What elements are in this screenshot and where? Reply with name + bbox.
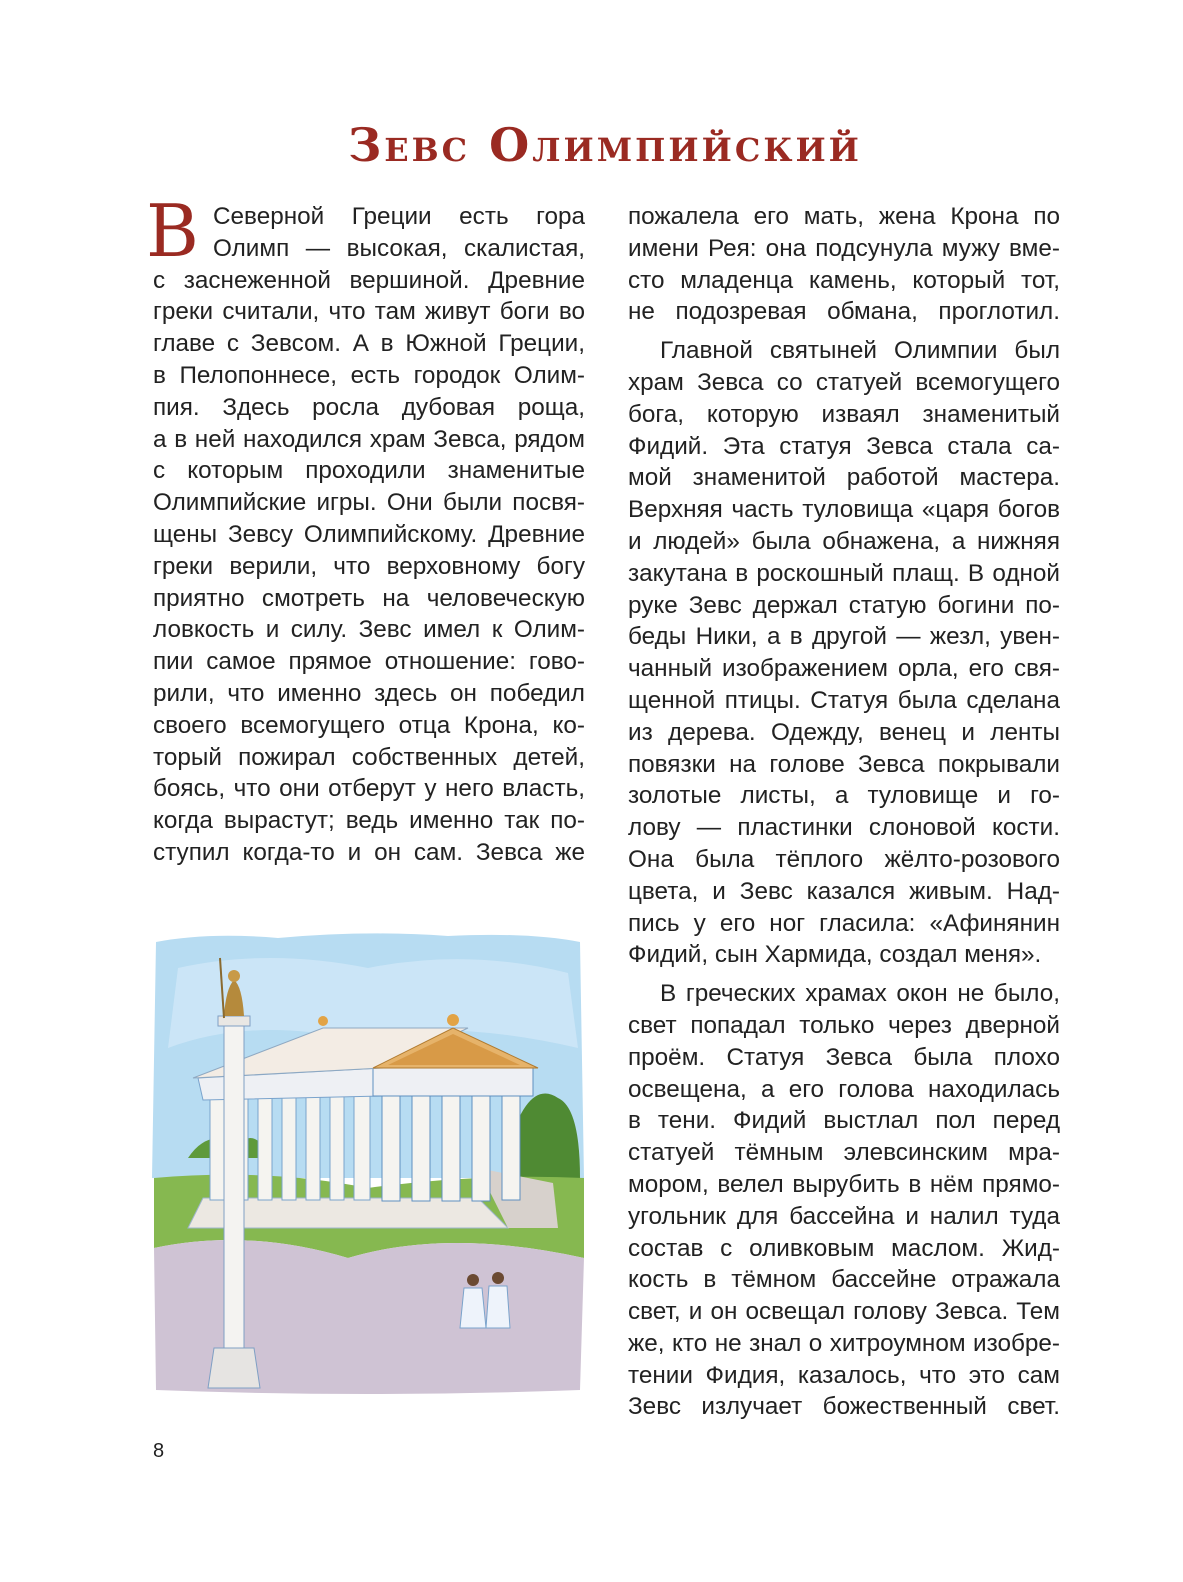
drop-cap: В bbox=[146, 189, 199, 273]
text-line: торый пожирал собственных детей, bbox=[153, 743, 585, 771]
text-line: своего всемогущего отца Крона, ко- bbox=[153, 711, 585, 739]
text-line: щенной птицы. Статуя была сделана bbox=[628, 686, 1060, 714]
text-line: рили, что именно здесь он победил bbox=[153, 679, 585, 707]
text-line: повязки на голове Зевса покрывали bbox=[628, 750, 1060, 778]
text-line: щены Зевсу Олимпийскому. Древние bbox=[153, 520, 585, 548]
text-line: бога, которую изваял знаменитый bbox=[628, 400, 1060, 428]
text-line: Она была тёплого жёлто-розового bbox=[628, 845, 1060, 873]
text-line: главе с Зевсом. А в Южной Греции, bbox=[153, 330, 585, 358]
text-line: ловкость и силу. Зевс имел к Олим- bbox=[153, 616, 585, 644]
text-line: когда вырастут; ведь именно так по- bbox=[153, 807, 585, 835]
text-line: приятно смотреть на человеческую bbox=[153, 584, 585, 612]
text-line: и людей» была обнажена, а нижняя bbox=[628, 527, 1060, 555]
text-line: руке Зевс держал статую богини по- bbox=[628, 591, 1060, 619]
text-line: греки верили, что верховному богу bbox=[153, 552, 585, 580]
text-line: угольник для бассейна и налил туда bbox=[628, 1202, 1060, 1230]
text-line: закутана в роскошный плащ. В одной bbox=[628, 559, 1060, 587]
text-line: с которым проходили знаменитые bbox=[153, 457, 585, 485]
text-line: боясь, что они отберут у него власть, bbox=[153, 775, 585, 803]
text-line: золотые листы, а туловище и го- bbox=[628, 782, 1060, 810]
text-line: проём. Статуя Зевса была плохо bbox=[628, 1043, 1060, 1071]
text-line: а в ней находился храм Зевса, рядом bbox=[153, 425, 585, 453]
text-line: с заснеженной вершиной. Древние bbox=[153, 266, 585, 294]
text-line: чанный изображением орла, его свя- bbox=[628, 655, 1060, 683]
page-number: 8 bbox=[153, 1440, 165, 1462]
text-line: пии самое прямое отношение: гово- bbox=[153, 648, 585, 676]
roof-ornament-left bbox=[318, 1016, 328, 1026]
left-text-column bbox=[153, 201, 585, 869]
text-line: лову — пластинки слоновой кости. bbox=[628, 814, 1060, 842]
text-line: статуей тёмным элевсинским мра- bbox=[628, 1139, 1060, 1167]
text-line: Олимпийские игры. Они были посвя- bbox=[153, 489, 585, 517]
text-line: мором, велел вырубить в нём прямо- bbox=[628, 1170, 1060, 1198]
text-line: освещена, а его голова находилась bbox=[628, 1075, 1060, 1103]
text-line: Главной святыней Олимпии был bbox=[660, 337, 1060, 365]
column-base bbox=[208, 1348, 260, 1388]
text-line: кость в тёмном бассейне отражала bbox=[628, 1266, 1060, 1294]
victory-column bbox=[224, 1023, 244, 1353]
text-line: Зевс излучает божественный свет. bbox=[628, 1393, 1060, 1421]
text-line: греки считали, что там живут боги во bbox=[153, 298, 585, 326]
text-line: из дерева. Одежду, венец и ленты bbox=[628, 718, 1060, 746]
temple-entablature-front bbox=[373, 1068, 533, 1096]
text-line: пись у его ног гласила: «Афинянин bbox=[628, 909, 1060, 937]
text-line: мой знаменитой работой мастера. bbox=[628, 464, 1060, 492]
paragraph-gap bbox=[628, 328, 1060, 335]
text-line: цвета, и Зевс казался живым. Над- bbox=[628, 877, 1060, 905]
text-line: ступил когда-то и он сам. Зевса же bbox=[153, 838, 585, 866]
text-line: свет попадал только через дверной bbox=[628, 1011, 1060, 1039]
text-line: имени Рея: она подсунула мужу вме- bbox=[628, 234, 1060, 262]
text-line: Северной Греции есть гора bbox=[213, 203, 585, 230]
text-line: свет, и он освещал голову Зевса. Тем bbox=[628, 1298, 1060, 1326]
text-line: состав с оливковым маслом. Жид- bbox=[628, 1234, 1060, 1262]
column-capital bbox=[218, 1016, 250, 1026]
text-line: же, кто не знал о хитроумном изобре- bbox=[628, 1329, 1060, 1357]
text-line: не подозревая обмана, проглотил. bbox=[628, 298, 1060, 326]
text-line: Верхняя часть туловища «царя богов bbox=[628, 496, 1060, 524]
right-text-column bbox=[628, 201, 1060, 1423]
page-title: Зевс Олимпийский bbox=[348, 118, 862, 172]
text-line: пия. Здесь росла дубовая роща, bbox=[153, 393, 585, 421]
text-line: В греческих храмах окон не было, bbox=[660, 980, 1060, 1008]
text-line: тении Фидия, казалось, что это сам bbox=[628, 1361, 1060, 1389]
text-line: беды Ники, а в другой — жезл, увен- bbox=[628, 623, 1060, 651]
text-line: сто младенца камень, который тот, bbox=[628, 266, 1060, 294]
text-line: пожалела его мать, жена Крона по bbox=[628, 203, 1060, 230]
text-line: в Пелопоннесе, есть городок Олим- bbox=[153, 361, 585, 389]
text-line: Фидий, сын Хармида, создал меня». bbox=[628, 941, 1042, 969]
text-line: Олимп — высокая, скалистая, bbox=[213, 234, 585, 262]
text-line: в тени. Фидий выстлал пол перед bbox=[628, 1107, 1060, 1135]
paragraph-gap bbox=[628, 971, 1060, 978]
text-line: храм Зевса со статуей всемогущего bbox=[628, 368, 1060, 396]
text-line: Фидий. Эта статуя Зевса стала са- bbox=[628, 432, 1060, 460]
statue-head bbox=[228, 970, 240, 982]
temple-illustration bbox=[148, 928, 588, 1398]
roof-ornament bbox=[447, 1014, 459, 1026]
